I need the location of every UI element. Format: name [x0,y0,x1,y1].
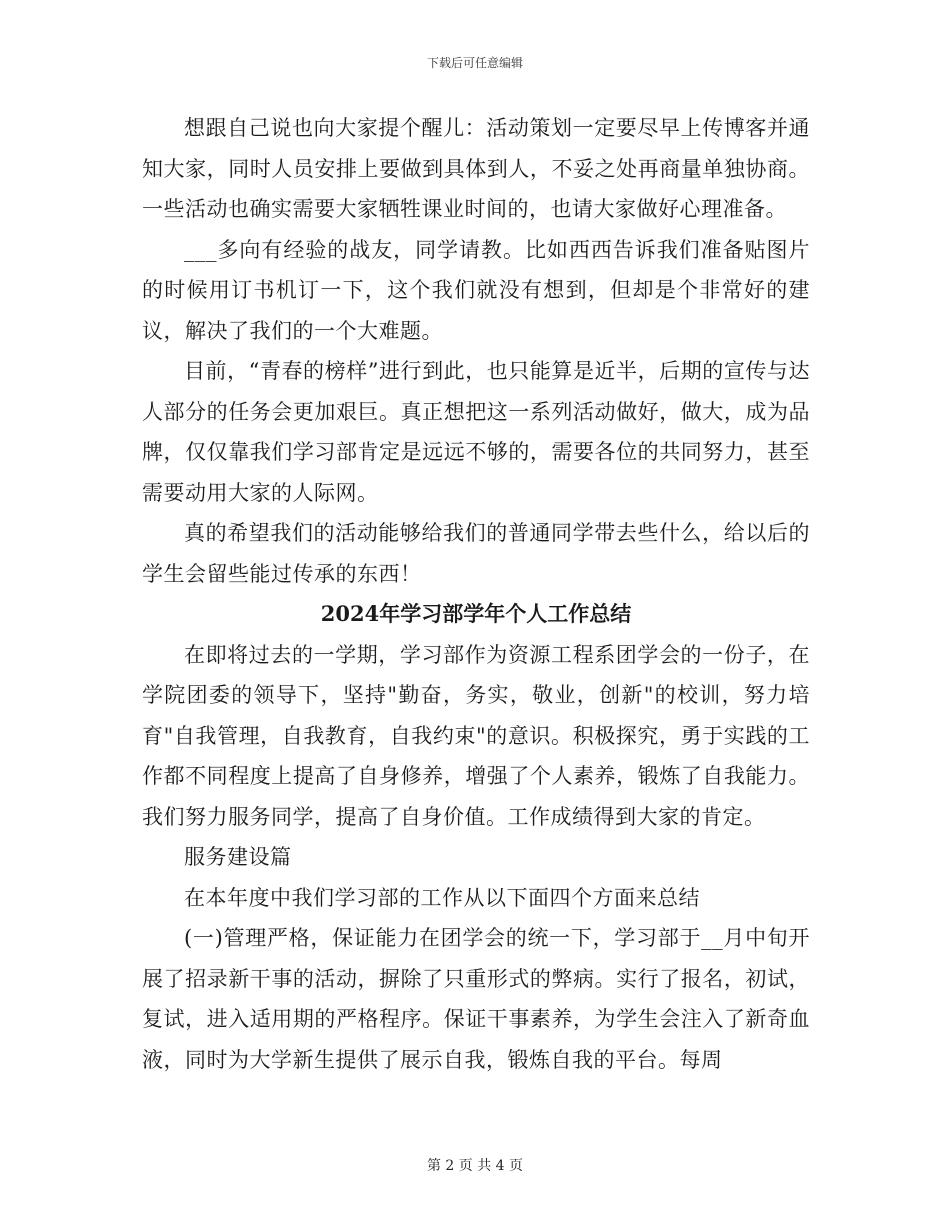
page-footer: 第 2 页 共 4 页 [426,1158,524,1174]
section-title: 2024年学习部学年个人工作总结 [320,601,632,626]
subheading: 服务建设篇 [184,845,292,869]
paragraph: 在即将过去的一学期，学习部作为资源工程系团学会的一份子，在学院团委的领导下，坚持"勤奋，务实，敬业，创新"的校训，努力培育"自我管理，自我教育，自我约束"的意识。积极探究，勇于实践的工作都不同程度上提高了自身修养，增强了个人素养，锻炼了自我能力。我们努力服务同学，提高了自身价值。工作成绩得到大家的肯定。 [142,642,810,829]
paragraph: 目前，“青春的榜样”进行到此，也只能算是近半，后期的宣传与达人部分的任务会更加艰巨。真正想把这一系列活动做好，做大，成为品牌，仅仅靠我们学习部肯定是远远不够的，需要各位的共同努力，甚至需要动用大家的人际网。 [142,359,810,505]
document-body [142,108,810,1080]
paragraph: (一)管理严格，保证能力在团学会的统一下，学习部于__月中旬开展了招录新干事的活动，摒除了只重形式的弊病。实行了报名，初试，复试，进入适用期的严格程序。保证干事素养，为学生会注入了新奇血液，同时为大学新生提供了展示自我，锻炼自我的平台。每周 [142,926,810,1072]
header-note: 下载后可任意编辑 [426,56,523,70]
paragraph: 想跟自己说也向大家提个醒儿：活动策划一定要尽早上传博客并通知大家，同时人员安排上要做到具体到人，不妥之处再商量单独协商。一些活动也确实需要大家牺牲课业时间的，也请大家做好心理准备。 [142,116,810,221]
paragraph: 在本年度中我们学习部的工作从以下面四个方面来总结 [184,885,700,910]
paragraph: ___多向有经验的战友，同学请教。比如西西告诉我们准备贴图片的时候用订书机订一下，这个我们就没有想到，但却是个非常好的建议，解决了我们的一个大难题。 [142,237,810,343]
paragraph: 真的希望我们的活动能够给我们的普通同学带去些什么，给以后的学生会留些能过传承的东西！ [142,521,810,586]
